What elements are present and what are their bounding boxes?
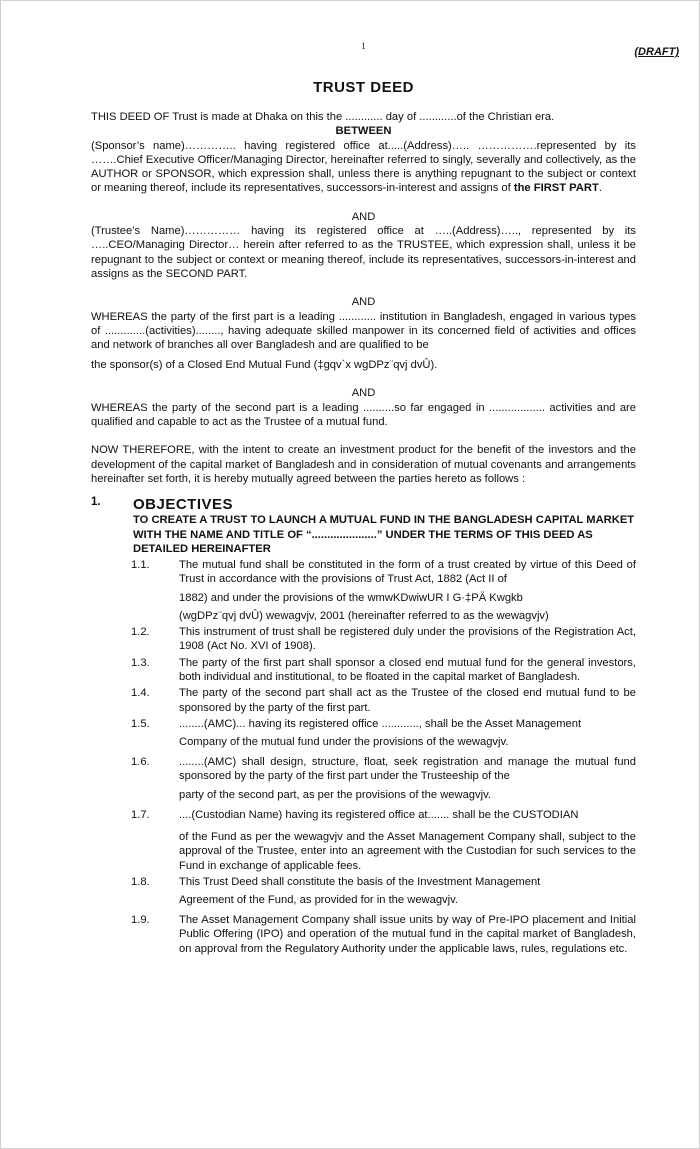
draft-label: (DRAFT) bbox=[634, 46, 679, 58]
clause-text: The party of the first part shall sponsor a closed end mutual fund for the general investors, both individual and institutional, to be floated in the capital market of Bangladesh. bbox=[179, 656, 636, 683]
and-separator-1: AND bbox=[351, 210, 376, 223]
whereas-first-paragraph: WHEREAS the party of the first part is a leading ............ institution in Bangladesh, engaged in various types of .............(activities)........, having adequate skilled manpower in its concerned field of activities and offices and network of branches all over Bangladesh and are qualified to be bbox=[91, 310, 636, 352]
second-party-paragraph: (Trustee’s Name)…………… having its registered office at …..(Address)….., represented by its …..CEO/Managing Director… herein after referred to as the TRUSTEE, which expression shall, unless it be repugnant to the subject or context or meaning thereof, include its representatives, successors-in-interest and assigns as the SECOND PART. bbox=[91, 225, 636, 280]
clause-number: 1.7. bbox=[131, 808, 150, 821]
clause-text-line: Agreement of the Fund, as provided for in the wewagvjv. bbox=[179, 894, 459, 907]
clause-text: ........(AMC)... having its registered office ............, shall be the Asset Management bbox=[179, 717, 582, 730]
clause-item bbox=[91, 755, 636, 806]
and-separator-3: AND bbox=[351, 387, 376, 400]
clause-number: 1.6. bbox=[131, 756, 150, 769]
section-number: 1. bbox=[91, 496, 101, 509]
clause-text: ....(Custodian Name) having its registered office at....... shall be the CUSTODIAN bbox=[179, 808, 579, 821]
clause-number: 1.1. bbox=[131, 559, 150, 572]
clause-text-line: 1882) and under the provisions of the wmwKDwiwUR I G·‡PÄ Kwgkb bbox=[179, 591, 523, 604]
whereas-second-paragraph: WHEREAS the party of the second part is a leading ..........so far engaged in .................. activities and are qualified and capable to act as the Trustee of a mutual fund. bbox=[91, 401, 636, 429]
clause-item bbox=[91, 808, 636, 873]
clause-number: 1.8. bbox=[131, 875, 150, 888]
clause-text-line: of the Fund as per the wewagvjv and the Asset Management Company shall, subject to the approval of the Trustee, enter into an agreement with the Custodian for such services to the Fund in exchange of applicable fees. bbox=[179, 830, 636, 872]
between-heading: BETWEEN bbox=[335, 125, 392, 138]
and-separator-2: AND bbox=[351, 296, 376, 309]
clause-item bbox=[91, 656, 636, 685]
first-party-bold: the FIRST PART bbox=[513, 182, 599, 195]
intro-paragraph: THIS DEED OF Trust is made at Dhaka on this the ............ day of ............of the Christian era. bbox=[91, 111, 555, 123]
clause-text: The party of the second part shall act as the Trustee of the closed end mutual fund to be sponsored by the party of the first part. bbox=[179, 687, 636, 714]
clause-item bbox=[91, 875, 636, 911]
first-party-paragraph: (Sponsor’s name)………….. having registered office at.....(Address)….. …………….represented by its …….Chief Executive Officer/Managing Director, hereinafter referred to singly, severally and collectively, as the AUTHOR or SPONSOR, which expression shall, unless there is anything repugnant to the subject or context or meaning thereof, include its representatives, successors-in-interest and assigns of the FIRST PART. bbox=[91, 139, 636, 195]
clause-text: The Asset Management Company shall issue units by way of Pre-IPO placement and Initial Public Offering (IPO) and operation of the mutual fund in the capital market of Bangladesh, on approval from the Regulatory Authority under the applicable laws, rules, regulations etc. bbox=[179, 914, 636, 955]
clause-item bbox=[91, 913, 636, 956]
section-subtitle: TO CREATE A TRUST TO LAUNCH A MUTUAL FUND IN THE BANGLADESH CAPITAL MARKET WITH THE NAME AND TITLE OF “.....................” UNDER THE TERMS OF THIS DEED AS DETAILED HEREINAFTER bbox=[133, 514, 635, 555]
clause-text: This Trust Deed shall constitute the basis of the Investment Management bbox=[179, 875, 541, 888]
clause-number: 1.9. bbox=[131, 914, 150, 927]
section-title: OBJECTIVES bbox=[133, 496, 234, 514]
whereas-first-continued: the sponsor(s) of a Closed End Mutual Fund (‡gqv`x wgDPz¨qvj dvÛ). bbox=[91, 359, 438, 372]
clause-number: 1.5. bbox=[131, 717, 150, 730]
clause-text-line: Company of the mutual fund under the provisions of the wewagvjv. bbox=[179, 736, 509, 749]
clause-text: This instrument of trust shall be registered duly under the provisions of the Registration Act, 1908 (Act No. XVI of 1908). bbox=[179, 626, 636, 653]
clause-number: 1.4. bbox=[131, 687, 150, 700]
clause-number: 1.3. bbox=[131, 656, 150, 669]
document-title: TRUST DEED bbox=[313, 79, 414, 96]
clause-item bbox=[91, 686, 636, 715]
clause-text: ........(AMC) shall design, structure, float, seek registration and manage the mutual fund sponsored by the party of the first part under the Trusteeship of the bbox=[179, 756, 636, 783]
document-body bbox=[91, 41, 636, 958]
clause-text-line: (wgDPz¨qvj dvÛ) wewagvjv, 2001 (hereinafter referred to as the wewagvjv) bbox=[179, 609, 549, 622]
clause-item bbox=[91, 717, 636, 753]
page-number: 1 bbox=[361, 41, 366, 51]
now-therefore-paragraph: NOW THEREFORE, with the intent to create an investment product for the benefit of the investors and the development of the capital market of Bangladesh and in consideration of mutual covenants and arrangements hereinafter set forth, it is hereby mutually agreed between the parties hereto as follows : bbox=[91, 444, 636, 485]
clause-item bbox=[91, 625, 636, 654]
first-party-text: (Sponsor’s name)………….. having registered office at.....(Address)….. …………….represented by its …….Chief Executive Officer/Managing Director, hereinafter referred to singly, severally and collectively, as the AUTHOR or SPONSOR, which expression shall, unless there is anything repugnant to the subject or context or meaning thereof, include its representatives, successors-in-interest and assigns of bbox=[91, 139, 636, 195]
clause-text-line: party of the second part, as per the provisions of the wewagvjv. bbox=[179, 788, 491, 801]
clause-number: 1.2. bbox=[131, 626, 150, 639]
clause-text: The mutual fund shall be constituted in the form of a trust created by virtue of this Deed of Trust in accordance with the provisions of Trust Act, 1882 (Act II of bbox=[179, 559, 636, 586]
clause-item bbox=[91, 558, 636, 623]
clause-list bbox=[91, 558, 636, 956]
section-objectives bbox=[91, 496, 636, 556]
